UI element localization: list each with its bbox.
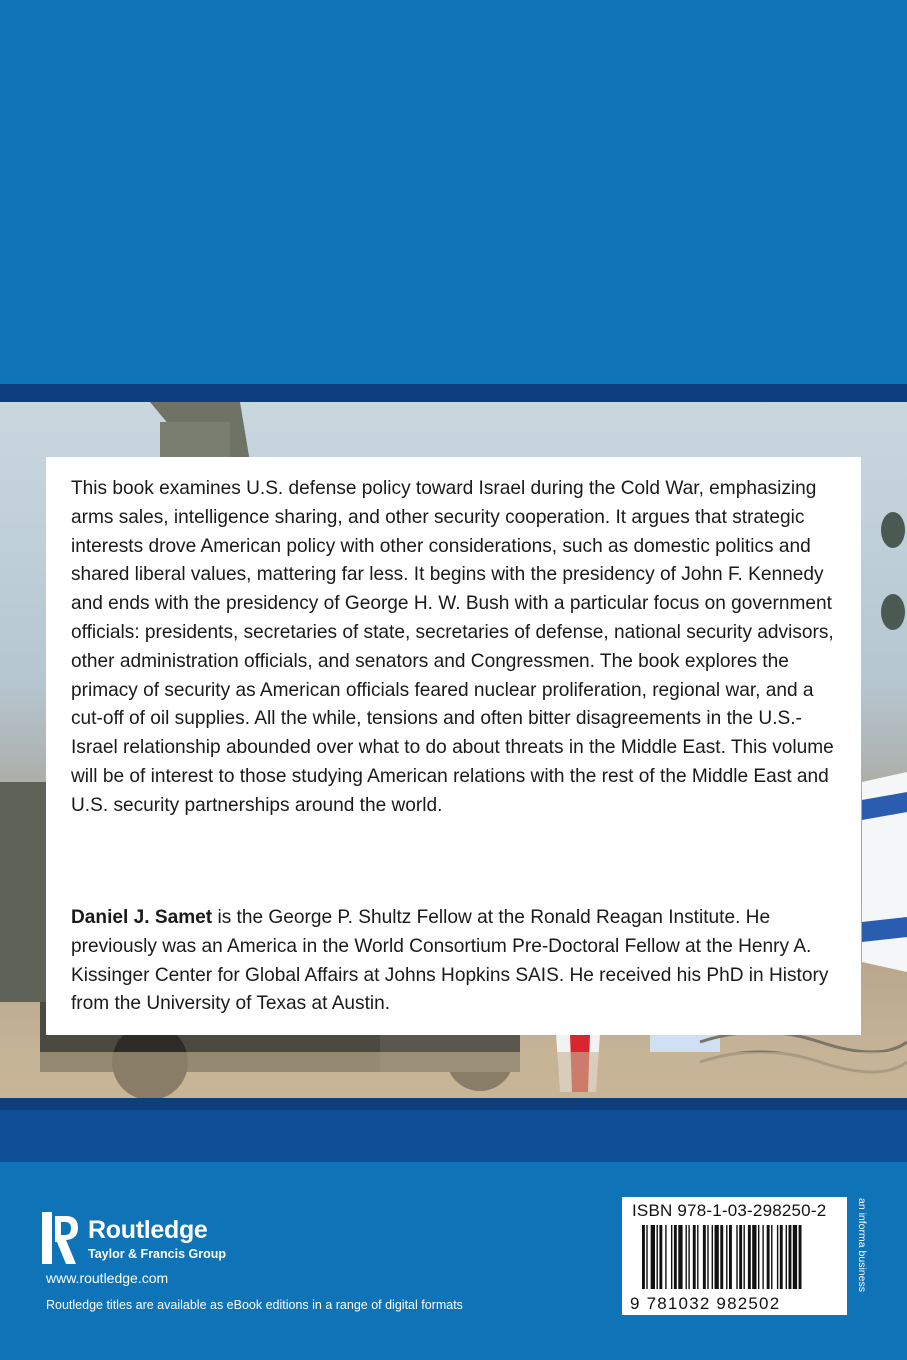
- barcode-bar: [729, 1225, 732, 1289]
- barcode-bar: [703, 1225, 706, 1289]
- barcode-bar: [715, 1225, 719, 1289]
- author-bio-text: is the George P. Shultz Fellow at the Ronald Reagan Institute. He previously was an America in the World Consortium Pre-Doctoral Fellow at the Henry A. Kissinger Center for Global Affairs at Johns Hopkins SAIS. He received his PhD in History from the University of Texas at Austin.: [71, 907, 829, 1015]
- barcode-bar: [771, 1225, 772, 1289]
- barcode-bar: [748, 1225, 751, 1289]
- barcode-bar: [712, 1225, 713, 1289]
- barcode-bar: [799, 1225, 802, 1289]
- isbn-barcode-box: [622, 1197, 847, 1315]
- author-name: Daniel J. Samet: [71, 907, 213, 928]
- barcode-bar: [786, 1225, 787, 1289]
- barcode-bar: [697, 1225, 698, 1289]
- barcode-bar: [767, 1225, 770, 1289]
- barcode-bar: [744, 1225, 745, 1289]
- barcode-bar: [793, 1225, 797, 1289]
- barcode-bar: [646, 1225, 647, 1289]
- author-bio: [71, 904, 841, 1019]
- cover-top-panel: [0, 0, 907, 384]
- barcode-bar: [686, 1225, 687, 1289]
- barcode-bar: [720, 1225, 723, 1289]
- barcode-bar: [688, 1225, 689, 1289]
- isbn-digits: 9 781032 982502: [630, 1294, 781, 1311]
- barcode-bar: [642, 1225, 645, 1289]
- barcode-bar: [678, 1225, 682, 1289]
- informa-text: an informa business: [856, 1198, 868, 1292]
- barcode-bar: [739, 1225, 742, 1289]
- barcode-bar: [726, 1225, 727, 1289]
- informa-note: [856, 1198, 870, 1316]
- barcode-bar: [657, 1225, 658, 1289]
- barcode-bar: [752, 1225, 756, 1289]
- description-box: [46, 457, 861, 1035]
- barcode-bar: [671, 1225, 672, 1289]
- routledge-logo-icon: [42, 1212, 82, 1268]
- barcode-bar: [665, 1225, 666, 1289]
- barcode-bar: [789, 1225, 792, 1289]
- barcode-bar: [736, 1225, 737, 1289]
- barcode-bar: [762, 1225, 763, 1289]
- barcode-bar: [780, 1225, 783, 1289]
- cover-stripe-lower: [0, 1098, 907, 1162]
- publisher-group: Taylor & Francis Group: [88, 1247, 226, 1261]
- barcode-bar: [707, 1225, 708, 1289]
- ebook-note: Routledge titles are available as eBook editions in a range of digital formats: [46, 1298, 463, 1312]
- book-description: This book examines U.S. defense policy toward Israel during the Cold War, emphasizing arms sales, intelligence sharing, and other security cooperation. It argues that strategic interests drove American policy with other considerations, such as domestic politics and shared liberal values, mattering far less. It begins with the presidency of John F. Kennedy and ends with the presidency of George H. W. Bush with a particular focus on government officials: presidents, secretaries of state, secretaries of defense, national security advisors, other administration officials, and senators and Congressmen. The book explores the primacy of security as American officials feared nuclear proliferation, regional war, and a cut-off of oil supplies. All the while, tensions and often bitter disagreements in the U.S.-Israel relationship abounded over what to do about threats in the Middle East. This volume will be of interest to those studying American relations with the rest of the Middle East and U.S. security partnerships around the world.: [71, 478, 834, 816]
- barcode-bar: [758, 1225, 759, 1289]
- isbn-label: ISBN 978-1-03-298250-2: [632, 1201, 827, 1220]
- publisher-url[interactable]: www.routledge.com: [46, 1270, 169, 1286]
- publisher-name: Routledge: [88, 1216, 208, 1244]
- barcode-bar: [659, 1225, 662, 1289]
- barcode-bar: [651, 1225, 655, 1289]
- barcode-bar: [693, 1225, 696, 1289]
- barcode-bar: [777, 1225, 778, 1289]
- cover-stripe-upper: [0, 384, 907, 402]
- barcode-bar: [674, 1225, 677, 1289]
- barcode-icon: [628, 1225, 842, 1311]
